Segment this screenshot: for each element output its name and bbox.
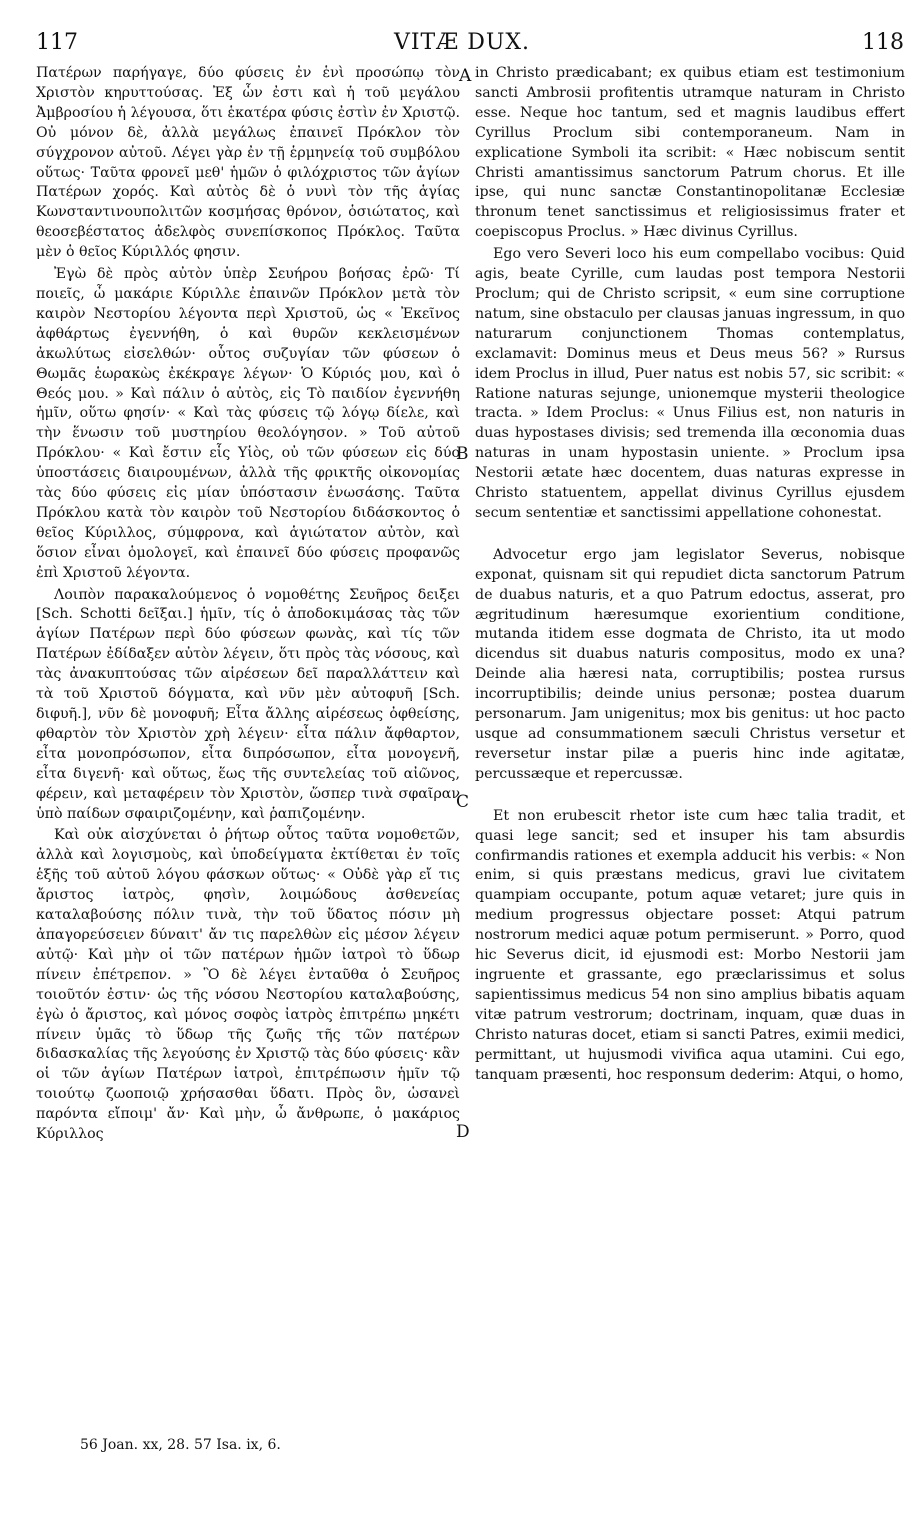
latin-paragraph: in Christo prædicabant; ex quibus etiam est testimonium sancti Ambrosii profitentis utramque naturam in Christo esse. Neque hoc tantum, sed et magnis laudibus effert Cyrillus Proclum sibi contemporaneum. Nam in explicatione Symboli ita scribit: « Hæc nobiscum sentit Christi amantissimus sanctorum Patrum chorus. Et ille ipse, qui nunc sanctæ Constantinopolitanæ Ecclesiæ thronum tenet sanctissimus et religiosissimus frater et coepiscopus Proclus. » Hæc divinus Cyrillus. [475, 65, 905, 241]
page-number-right: 118 [862, 30, 904, 55]
greek-column [36, 64, 460, 1145]
section-marker-b: B [456, 444, 469, 464]
latin-paragraph: Et non erubescit rhetor iste cum hæc talia tradit, et quasi lege sancit; sed et insuper his tam absurdis confirmandis rationes et exempla adducit his verbis: « Non enim, si quis præstans medicus, gravi lue civitatem quampiam occupante, potum aquæ vetaret; jure quis in medium progressus objectare posset: Atqui patrum nostrorum medici aquæ potum permiserunt. » Porro, quod hic Severus dicit, id ejusmodi est: Morbo Nestorii jam ingruente et grassante, ego præclarissimus et solus sapientissimus medicus 54 non sino amplius bibatis aquam vitæ patrum vestrorum; doctrinam, inquam, quæ duas in Christo naturas docet, etiam si sancti Patres, eximii medici, permittant, ut hujusmodi vivifica aqua utamini. Cui ego, tanquam præsenti, hoc responsum dederim: Atqui, o homo, [475, 807, 905, 1083]
latin-paragraph: Advocetur ergo jam legislator Severus, nobisque exponat, quisnam sit qui repudiet dicta sanctorum Patrum de duabus naturis, et a quo Patrum edoctus, asserat, pro ægritudinum hæresumque exorientium conditione, mutanda itidem esse dogmata de Christo, ita ut modo dicendus sit duabus naturis compositus, modo ex una? Deinde alia hæresi nata, corruptibilis; postea rursus incorruptibilis; deinde unius personæ; postea duarum personarum. Jam unigenitus; mox bis genitus: ut hoc pacto usque ad consummationem sæculi Christus versetur et reversetur instar pilæ a pueris hinc inde agitatæ, percussæque et repercussæ. [475, 546, 905, 782]
greek-paragraph: Ἐγὼ δὲ πρὸς αὐτὸν ὑπὲρ Σευήρου βοήσας ἐρῶ· Τί ποιεῖς, ὦ μακάριε Κύριλλε ἐπαινῶν Πρόκλον μετὰ τὸν καιρὸν Νεστορίου λέγοντα περὶ Χριστοῦ, ὡς « Ἐκεῖνος ἀφθάρτως ἐγεννήθη, ὁ καὶ θυρῶν κεκλεισμένων ἀκωλύτως εἰσελθών· οὗτος συζυγίαν τῶν φύσεων ὁ Θωμᾶς ἑωρακὼς ἐκέκραγε λέγων· Ὁ Κύριός μου, καὶ ὁ Θεός μου. » Καὶ πάλιν ὁ αὐτὸς, εἰς Τὸ παιδίον ἐγεννήθη ἡμῖν, οὕτω φησίν· « Καὶ τὰς φύσεις τῷ λόγῳ δίελε, καὶ τὴν ἕνωσιν τοῦ μυστηρίου θεολόγησον. » Τοῦ αὐτοῦ Πρόκλου· « Καὶ ἔστιν εἷς Υἱὸς, οὐ τῶν φύσεων εἰς δύο ὑποστάσεις διαιρουμένων, ἀλλὰ τῆς φρικτῆς οἰκονομίας τὰς δύο φύσεις εἰς μίαν ὑπόστασιν ἑνωσάσης. Ταῦτα Πρόκλου κατὰ τὸν καιρὸν τοῦ Νεστορίου διδάσκοντος ὁ θεῖος Κύριλλος, σύμφρονα, καὶ ἁγιώτατον αὐτὸν, καὶ ὅσιον εἶναι ὁμολογεῖ, καὶ ἐπαινεῖ δύο φύσεις προφανῶς ἐπὶ Χριστοῦ λέγοντα. [36, 266, 460, 581]
section-marker-a: A [459, 66, 472, 86]
footnote: 56 Joan. xx, 28. 57 Isa. ix, 6. [80, 1437, 281, 1453]
latin-paragraph: Ego vero Severi loco his eum compellabo vocibus: Quid agis, beate Cyrille, cum laudas post tempora Nestorii Proclum; qui de Christo scripsit, « eum sine corruptione natum, sine obstaculo per clausas januas ingressum, in quo naturarum conjunctionem Thomas contemplatus, exclamavit: Dominus meus et Deus meus 56? » Rursus idem Proclus in illud, Puer natus est nobis 57, sic scribit: « Ratione naturas sejunge, unionemque mysterii theologice tracta. » Idem Proclus: « Unus Filius est, non naturis in duas hypostases divisis; sed tremenda illa œconomia duas naturas in unam hypostasin uniente. » Proclum ipsa Nestorii ætate hæc docentem, duas naturas expresse in Christo statuentem, appellat divinus Cyrillus ejusdem secum sententiæ et sanctissimi appellatione cohonestat. [475, 246, 905, 521]
latin-column [475, 64, 905, 1085]
running-head: VITÆ DUX. [393, 30, 531, 55]
page-header [0, 30, 924, 60]
greek-paragraph: Λοιπὸν παρακαλούμενος ὁ νομοθέτης Σευῆρος δειξει [Sch. Schotti δεῖξαι.] ἡμῖν, τίς ὁ ἀποδοκιμάσας τὰς τῶν ἁγίων Πατέρων περὶ δύο φύσεων φωνὰς, καὶ τίς τῶν Πατέρων ἐδίδαξεν αὐτὸν λέγειν, ὅτι πρὸς τὰς νόσους, καὶ τὰς ἀνακυπτούσας τῶν αἱρέσεων δεῖ παραλλάττειν καὶ τὰ τοῦ Χριστοῦ δόγματα, καὶ νῦν μὲν αὐτοφυῆ [Sch. διφυῆ.], νῦν δὲ μονοφυῆ; Εἶτα ἄλλης αἱρέσεως ὀφθείσης, φθαρτὸν τὸν Χριστὸν χρὴ λέγειν· εἶτα πάλιν ἄφθαρτον, εἶτα μονοπρόσωπον, εἶτα διπρόσωπον, εἶτα μονογενῆ, εἶτα διγενῆ· καὶ οὕτως, ἕως τῆς συντελείας τοῦ αἰῶνος, φέρειν, καὶ μεταφέρειν τὸν Χριστὸν, ὥσπερ τινὰ σφαῖραν ὑπὸ παίδων σφαιριζομένην, καὶ ῥαπιζομένην. [36, 586, 460, 822]
section-marker-c: C [456, 792, 470, 812]
section-marker-d: D [456, 1122, 470, 1142]
greek-paragraph: Καὶ οὐκ αἰσχύνεται ὁ ῥήτωρ οὗτος ταῦτα νομοθετῶν, ἀλλὰ καὶ λογισμοὺς, καὶ ὑποδείγματα ἐκτίθεται ἐν τοῖς ἑξῆς τοῦ αὐτοῦ λόγου φάσκων οὕτως· « Οὐδὲ γὰρ εἴ τις ἄριστος ἰατρὸς, φησὶν, λοιμώδους ἀσθενείας καταλαβούσης πόλιν τινὰ, τὴν τοῦ ὕδατος πόσιν μὴ ἀπαγορεύσειεν δύναιτ' ἄν τις παρελθὼν εἰς μέσον λέγειν αὐτῷ· Καὶ μὴν οἱ τῶν πατέρων ἡμῶν ἰατροὶ τὸ ὕδωρ πίνειν ἐπέτρεπον. » Ὃ δὲ λέγει ἐνταῦθα ὁ Σευῆρος τοιοῦτόν ἐστιν· ὡς τῆς νόσου Νεστορίου καταλαβούσης, ἐγὼ ὁ ἄριστος, καὶ μόνος σοφὸς ἰατρὸς ἐπιτρέπω μηκέτι πίνειν ὑμᾶς τὸ ὕδωρ τῆς ζωῆς τῆς τῶν πατέρων διδασκαλίας τῆς λεγούσης ἐν Χριστῷ τὰς δύο φύσεις· κἂν οἱ τῶν ἁγίων Πατέρων ἰατροὶ, ἐπιτρέπωσιν ἡμῖν τῷ τοιούτῳ ζωοποιῷ χρήσασθαι ὕδατι. Πρὸς ὃν, ὡσανεὶ παρόντα εἴποιμ' ἄν· Καὶ μὴν, ὦ ἄνθρωπε, ὁ μακάριος Κύριλλος [36, 827, 460, 1143]
greek-paragraph: Πατέρων παρήγαγε, δύο φύσεις ἐν ἑνὶ προσώπῳ τὸν Χριστὸν κηρυττούσας. Ἐξ ὧν ἐστι καὶ ἡ τοῦ μεγάλου Ἀμβροσίου ἡ λέγουσα, ὅτι ἑκατέρα φύσις ἐστὶν ἐν Χριστῷ. Οὐ μόνον δὲ, ἀλλὰ μεγάλως ἐπαινεῖ Πρόκλον τὸν σύγχρονον αὐτοῦ. Λέγει γὰρ ἐν τῇ ἑρμηνείᾳ τοῦ συμβόλου οὕτως· Ταῦτα φρονεῖ μεθ' ἡμῶν ὁ φιλόχριστος τῶν ἁγίων Πατέρων χορός. Καὶ αὐτὸς δὲ ὁ νυνὶ τὸν τῆς ἁγίας Κωνσταντινουπολιτῶν κοσμήσας θρόνον, ὁσιώτατος, καὶ θεοσεβέστατος ἀδελφὸς συνεπίσκοπος Πρόκλος. Ταῦτα μὲν ὁ θεῖος Κύριλλός φησιν. [36, 65, 460, 261]
page-number-left: 117 [36, 30, 78, 55]
